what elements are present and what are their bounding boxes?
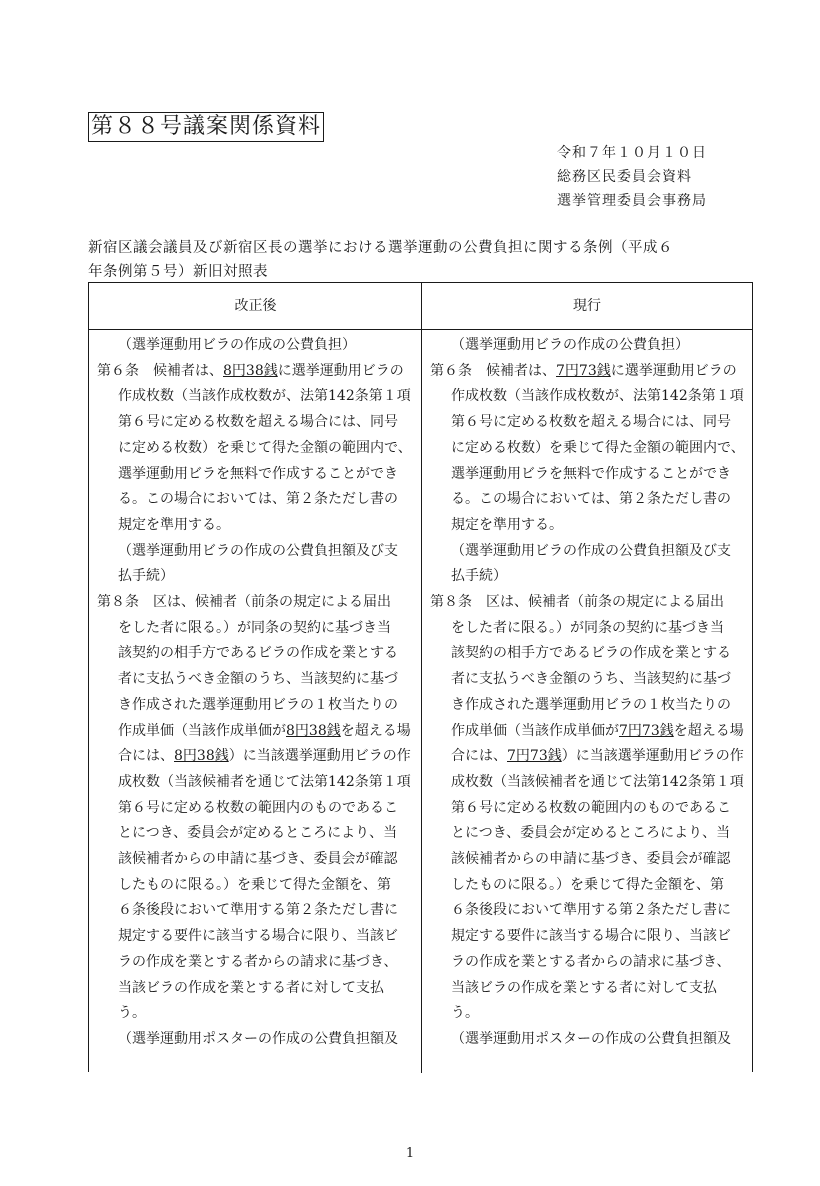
text-line (97, 719, 415, 745)
text-segment: に選挙運動用ビラの (610, 362, 737, 379)
text-line: 選挙運動用ビラを無料で作成することができ (118, 465, 398, 482)
text-line: 者に支払うべき金額のうち、当該契約に基づ (118, 671, 398, 688)
text-segment: ）に当該選挙運動用ビラの作 (228, 748, 411, 765)
text-line: ラの作成を業とする者からの請求に基づき、 (451, 953, 731, 970)
text-line: き作成された選挙運動用ビラの１枚当たりの (451, 696, 731, 713)
heading-line-2: 年条例第５号）新旧対照表 (88, 264, 268, 280)
text-line: に定める枚数）を乗じて得た金額の範囲内で、 (451, 439, 745, 456)
text-line (430, 744, 746, 770)
caption-poster: （選挙運動用ポスターの作成の公費負担額及 (118, 1030, 398, 1047)
text-line: う。 (451, 1005, 479, 1022)
text-segment: に選挙運動用ビラの (277, 362, 404, 379)
text-line: る。この場合においては、第２条ただし書の (118, 491, 398, 508)
caption-art8: （選挙運動用ビラの作成の公費負担額及び支 (451, 542, 731, 559)
text-line: 該候補者からの申請に基づき、委員会が確認 (118, 851, 398, 868)
amended-amount: 8円38銭 (286, 722, 341, 739)
current-amount: 7円73銭 (556, 362, 611, 379)
text-line: 規定する要件に該当する場合に限り、当該ビ (118, 928, 398, 945)
caption-art6: （選挙運動用ビラの作成の公費負担） (451, 337, 689, 353)
meta-date: 令和７年１０月１０日 (557, 145, 707, 161)
text-line: 第６号に定める枚数を超える場合には、同号 (118, 414, 398, 431)
text-segment: 合には、 (451, 748, 507, 765)
text-line: をした者に限る。）が同条の契約に基づき当 (451, 619, 724, 636)
text-line: 成枚数（当該候補者を通じて法第142条第１項 (118, 773, 411, 790)
text-segment: を超える場 (340, 722, 411, 739)
text-line: 該契約の相手方であるビラの作成を業とする (118, 645, 398, 662)
text-line: 選挙運動用ビラを無料で作成することができ (451, 465, 731, 482)
meta-office: 選挙管理委員会事務局 (557, 193, 707, 209)
amended-amount: 8円38銭 (174, 748, 229, 765)
revised-column-text (97, 333, 415, 1053)
text-line: とにつき、委員会が定めるところにより、当 (118, 825, 398, 842)
article-6-line (430, 359, 746, 385)
text-line: 者に支払うべき金額のうち、当該契約に基づ (451, 671, 731, 688)
article-6-line (97, 359, 415, 385)
text-line: したものに限る。）を乗じて得た金額を、第 (451, 876, 724, 893)
caption-art8-cont: 払手続） (451, 568, 507, 585)
document-heading (88, 236, 738, 284)
text-line: ラの作成を業とする者からの請求に基づき、 (118, 953, 398, 970)
text-line: 該契約の相手方であるビラの作成を業とする (451, 645, 731, 662)
text-line: る。この場合においては、第２条ただし書の (451, 491, 731, 508)
caption-art6: （選挙運動用ビラの作成の公費負担） (118, 337, 356, 353)
text-line: に定める枚数）を乗じて得た金額の範囲内で、 (118, 439, 412, 456)
text-segment: 作成単価（当該作成単価が (118, 722, 286, 739)
text-segment: 第６条 候補者は、 (97, 362, 223, 379)
text-line: 作成枚数（当該作成枚数が、法第142条第１項 (118, 388, 411, 405)
current-amount: 7円73銭 (507, 748, 562, 765)
text-line: 該候補者からの申請に基づき、委員会が確認 (451, 851, 731, 868)
text-segment: 合には、 (118, 748, 174, 765)
text-line: 当該ビラの作成を業とする者に対して支払 (118, 979, 384, 996)
current-column-text (430, 333, 746, 1053)
text-segment: を超える場 (673, 722, 744, 739)
text-line: 当該ビラの作成を業とする者に対して支払 (451, 979, 717, 996)
current-amount: 7円73銭 (619, 722, 674, 739)
document-title: 第８８号議案関係資料 (88, 112, 324, 142)
text-line: 第６号に定める枚数の範囲内のものであるこ (451, 799, 731, 816)
text-line: 規定を準用する。 (118, 516, 230, 533)
article-8-line: 第８条 区は、候補者（前条の規定による届出 (97, 594, 391, 611)
text-line: をした者に限る。）が同条の契約に基づき当 (118, 619, 391, 636)
column-header-revised: 改正後 (89, 283, 422, 330)
article-8-line: 第８条 区は、候補者（前条の規定による届出 (430, 594, 724, 611)
meta-committee: 総務区民委員会資料 (557, 169, 692, 185)
document-meta (557, 141, 707, 213)
text-segment: 第６条 候補者は、 (430, 362, 556, 379)
text-line: う。 (118, 1005, 146, 1022)
column-header-current: 現行 (422, 283, 752, 330)
text-line: ６条後段において準用する第２条ただし書に (451, 902, 731, 919)
text-line (430, 719, 746, 745)
text-line: 第６号に定める枚数の範囲内のものであるこ (118, 799, 398, 816)
column-divider (421, 283, 422, 1073)
caption-art8: （選挙運動用ビラの作成の公費負担額及び支 (118, 542, 398, 559)
comparison-table (88, 282, 753, 1072)
text-line: したものに限る。）を乗じて得た金額を、第 (118, 876, 391, 893)
text-line: き作成された選挙運動用ビラの１枚当たりの (118, 696, 398, 713)
text-line: 第６号に定める枚数を超える場合には、同号 (451, 414, 731, 431)
text-line: 成枚数（当該候補者を通じて法第142条第１項 (451, 773, 744, 790)
caption-poster: （選挙運動用ポスターの作成の公費負担額及 (451, 1030, 731, 1047)
text-line: 作成枚数（当該作成枚数が、法第142条第１項 (451, 388, 744, 405)
page-number: 1 (405, 1146, 415, 1161)
text-line: とにつき、委員会が定めるところにより、当 (451, 825, 731, 842)
text-segment: ）に当該選挙運動用ビラの作 (561, 748, 744, 765)
text-segment: 作成単価（当該作成単価が (451, 722, 619, 739)
text-line: 規定を準用する。 (451, 516, 563, 533)
caption-art8-cont: 払手続） (118, 568, 174, 585)
amended-amount: 8円38銭 (223, 362, 278, 379)
text-line: 規定する要件に該当する場合に限り、当該ビ (451, 928, 731, 945)
text-line (97, 744, 415, 770)
heading-line-1: 新宿区議会議員及び新宿区長の選挙における選挙運動の公費負担に関する条例（平成６ (88, 240, 673, 256)
text-line: ６条後段において準用する第２条ただし書に (118, 902, 398, 919)
